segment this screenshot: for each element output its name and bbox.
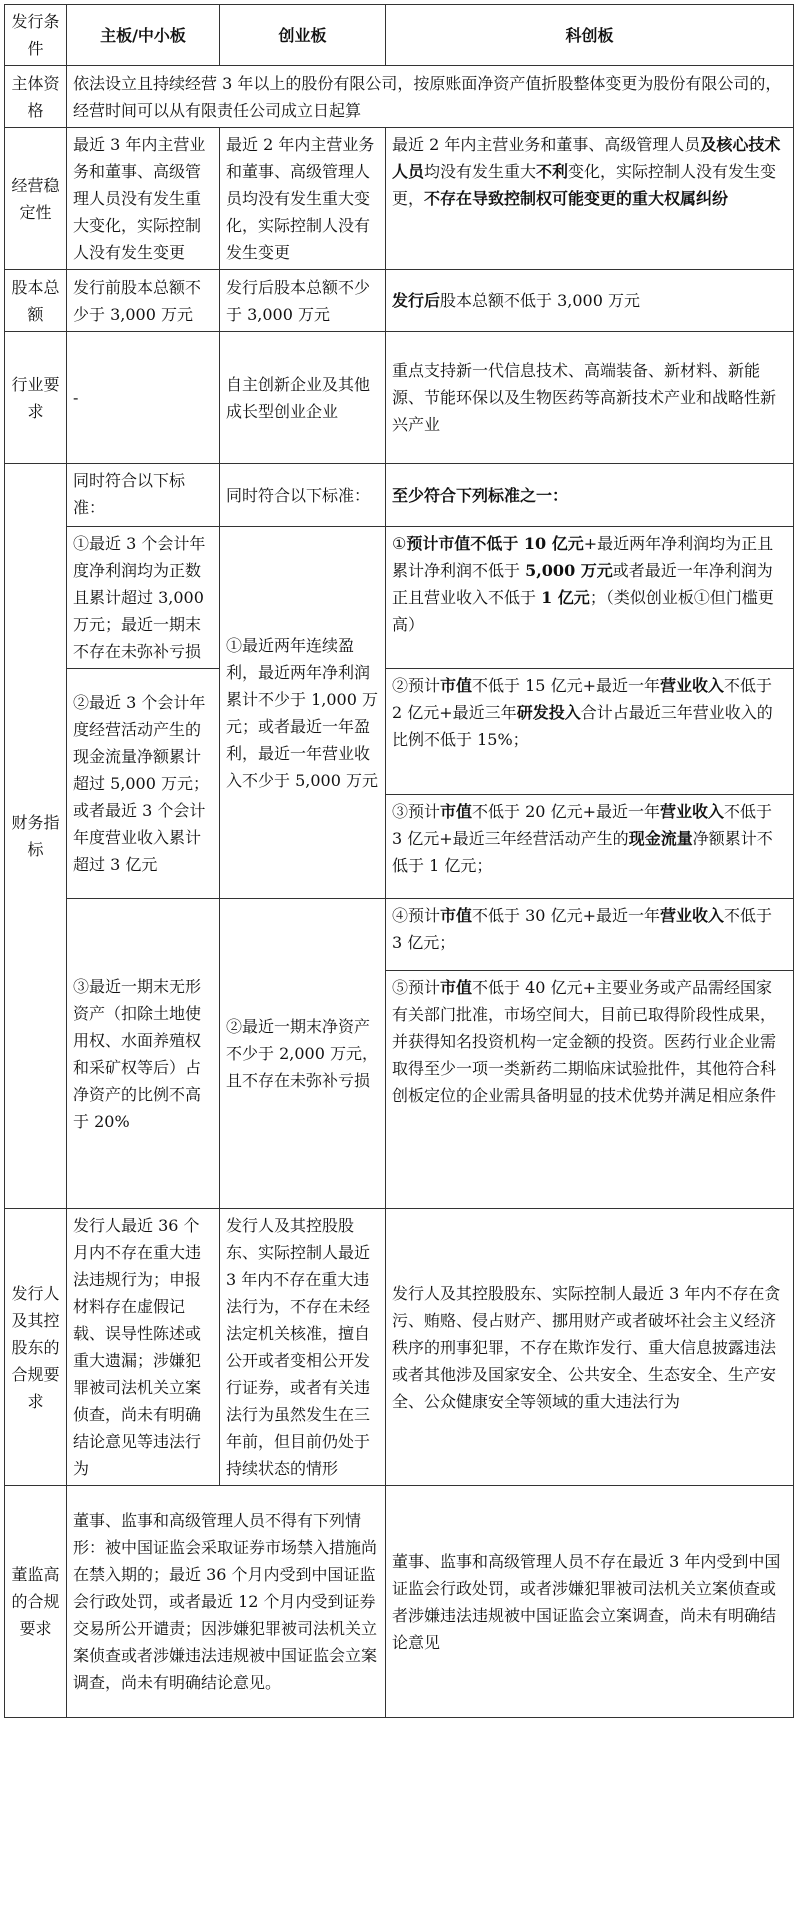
industry-star: 重点支持新一代信息技术、高端装备、新材料、新能源、节能环保以及生物医药等高新技术产业和战略性新兴产业 [386,332,794,464]
issuer-label: 发行人及其控股东的合规要求 [5,1209,67,1486]
finance-main-3: ③最近一期末无形资产（扣除土地使用权、水面养殖权和采矿权等后）占净资产的比例不高于 20% [67,899,220,1209]
stability-main: 最近 3 年内主营业务和董事、高级管理人员没有发生重大变化，实际控制人没有发生变更 [67,128,220,270]
stability-star-text: 变化，实际控制人没有发生变更， [392,162,777,208]
finance-star-4-bold: 市值 [440,906,473,925]
finance-star-intro: 至少符合下列标准之一： [386,464,794,527]
directors-label: 董监高的合规要求 [5,1486,67,1718]
directors-main-gem: 董事、监事和高级管理人员不得有下列情形：被中国证监会采取证券市场禁入措施尚在禁入期的；最近 36 个月内受到中国证监会行政处罚，或者最近 12 个月内受到证券交易所公开谴责；因涉嫌犯罪被司法机关立案侦查或者涉嫌违法违规被中国证监会立案调查，尚未有明确结论意见。 [67,1486,386,1718]
issuer-gem: 发行人及其控股股东、实际控制人最近 3 年内不存在重大违法行为，不存在未经法定机关核准，擅自公开或者变相公开发行证券，或者有关违法行为虽然发生在三年前，但目前仍处于持续状态的情形 [220,1209,386,1486]
directors-row [5,1486,794,1718]
finance-star-2-text: 不低于 2 亿元+最近三年 [392,676,773,722]
finance-star-2-bold: 市值 [440,676,473,695]
finance-star-4-text: 不低于 30 亿元+最近一年 [472,906,660,925]
finance-row-2 [5,669,794,795]
issuer-star: 发行人及其控股股东、实际控制人最近 3 年内不存在贪污、贿赂、侵占财产、挪用财产或者破坏社会主义经济秩序的刑事犯罪，不存在欺诈发行、重大信息披露违法或者其他涉及国家安全、公共安全、生态安全、生产安全、公众健康安全等领域的重大违法行为 [386,1209,794,1486]
subject-text: 依法设立且持续经营 3 年以上的股份有限公司，按原账面净资产值折股整体变更为股份有限公司的，经营时间可以从有限责任公司成立日起算 [67,66,794,128]
stability-star [386,128,794,270]
capital-main: 发行前股本总额不少于 3,000 万元 [67,270,220,332]
industry-row [5,332,794,464]
finance-star-4-bold: 营业收入 [659,906,724,925]
finance-star-3-text: 不低于 20 亿元+最近一年 [472,802,660,821]
header-main-board: 主板/中小板 [67,5,220,66]
industry-main: - [67,332,220,464]
finance-star-3-text: ③预计 [392,802,441,821]
capital-label: 股本总额 [5,270,67,332]
finance-star-5-text: 不低于 40 亿元+主要业务或产品需经国家有关部门批准，市场空间大，目前已取得阶段性成果，并获得知名投资机构一定金额的投资。医药行业企业需取得至少一项一类新药二期临床试验批件，其他符合科创板定位的企业需具备明显的技术优势并满足相应条件 [392,978,777,1105]
stability-gem: 最近 2 年内主营业务和董事、高级管理人员均没有发生重大变化，实际控制人没有发生变更 [220,128,386,270]
finance-star-2-text: 不低于 15 亿元+最近一年 [472,676,660,695]
finance-main-1: ①最近 3 个会计年度净利润均为正数且累计超过 3,000 万元；最近一期末不存在未弥补亏损 [67,527,220,669]
directors-star: 董事、监事和高级管理人员不存在最近 3 年内受到中国证监会行政处罚，或者涉嫌犯罪被司法机关立案侦查或者涉嫌违法违规被中国证监会立案调查，尚未有明确结论意见 [386,1486,794,1718]
capital-star-bold: 发行后 [392,291,441,310]
header-condition: 发行条件 [5,5,67,66]
finance-star-5-bold: 市值 [440,978,473,997]
header-row [5,5,794,66]
finance-star-4 [386,899,794,971]
finance-star-1-text: 或者最近一年净利润为正且营业收入不低于 [392,561,773,607]
stability-star-text: 均没有发生重大 [424,162,537,181]
finance-star-4-text: ④预计 [392,906,441,925]
finance-main-intro: 同时符合以下标准： [67,464,220,527]
finance-star-2-bold: 研发投入 [516,703,581,722]
finance-star-1-text: ① [392,534,407,553]
issuer-row [5,1209,794,1486]
ipo-conditions-table [4,4,794,1718]
finance-star-4-text: 不低于 3 亿元； [392,906,773,952]
industry-label: 行业要求 [5,332,67,464]
finance-gem-intro: 同时符合以下标准： [220,464,386,527]
finance-gem-2: ②最近一期末净资产不少于 2,000 万元，且不存在未弥补亏损 [220,899,386,1209]
finance-star-1 [386,527,794,669]
finance-star-3-text: 不低于 3 亿元+最近三年经营活动产生的 [392,802,773,848]
finance-star-2-text: ②预计 [392,676,441,695]
finance-star-1-bold: 1 亿元 [541,588,590,607]
stability-star-bold: 不存在导致控制权可能变更的重大权属纠纷 [424,189,729,208]
stability-star-text: 最近 2 年内主营业务和董事、高级管理人员 [392,135,701,154]
finance-row-4 [5,899,794,971]
finance-star-5 [386,971,794,1209]
finance-label: 财务指标 [5,464,67,1209]
finance-star-1-bold: 5,000 万元 [525,561,613,580]
header-gem: 创业板 [220,5,386,66]
finance-star-3 [386,795,794,899]
industry-gem: 自主创新企业及其他成长型创业企业 [220,332,386,464]
finance-row-intro [5,464,794,527]
capital-gem: 发行后股本总额不少于 3,000 万元 [220,270,386,332]
finance-star-1-bold: 预计市值不低于 10 亿元 [406,534,584,553]
subject-label: 主体资格 [5,66,67,128]
capital-star [386,270,794,332]
stability-star-bold: 不利 [536,162,569,181]
stability-row [5,128,794,270]
finance-gem-1: ①最近两年连续盈利，最近两年净利润累计不少于 1,000 万元；或者最近一年盈利，最近一年营业收入不少于 5,000 万元 [220,527,386,899]
finance-star-3-bold: 现金流量 [628,829,693,848]
finance-star-2-bold: 营业收入 [659,676,724,695]
finance-star-3-bold: 营业收入 [659,802,724,821]
finance-star-1-text: +最近两年净利润均为正且累计净利润不低于 [392,534,774,580]
finance-star-2 [386,669,794,795]
capital-star-text: 股本总额不低于 3,000 万元 [440,291,640,310]
finance-row-1 [5,527,794,669]
finance-star-5-text: ⑤预计 [392,978,441,997]
finance-main-2: ②最近 3 个会计年度经营活动产生的现金流量净额累计超过 5,000 万元；或者最近 3 个会计年度营业收入累计超过 3 亿元 [67,669,220,899]
subject-row [5,66,794,128]
header-star-market: 科创板 [386,5,794,66]
finance-star-3-text: 净额累计不低于 1 亿元； [392,829,773,875]
capital-row [5,270,794,332]
finance-star-2-text: 合计占最近三年营业收入的比例不低于 15%； [392,703,773,749]
issuer-main: 发行人最近 36 个月内不存在重大违法违规行为；申报材料存在虚假记载、误导性陈述或重大遗漏；涉嫌犯罪被司法机关立案侦查，尚未有明确结论意见等违法行为 [67,1209,220,1486]
stability-label: 经营稳定性 [5,128,67,270]
finance-star-1-text: ；（类似创业板①但门槛更高） [392,588,774,634]
stability-star-bold: 及核心技术人员 [392,135,781,181]
finance-star-3-bold: 市值 [440,802,473,821]
